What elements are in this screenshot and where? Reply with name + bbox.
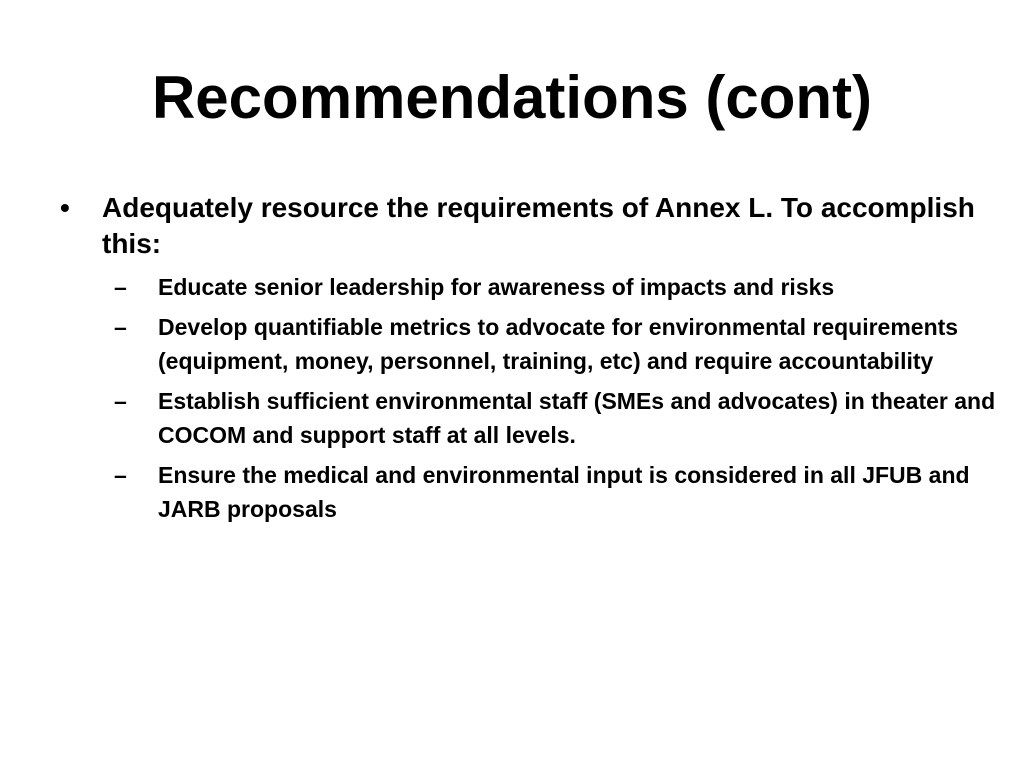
dash-icon: – <box>114 274 127 300</box>
sub-bullet-text: Ensure the medical and environmental input is considered in all JFUB and JARB proposals <box>158 462 970 522</box>
main-bullet <box>60 190 1000 526</box>
dash-icon: – <box>114 388 127 414</box>
sub-bullet-text: Establish sufficient environmental staff (SMEs and advocates) in theater and COCOM and support staff at all levels. <box>158 388 996 448</box>
dash-icon: – <box>114 462 127 488</box>
main-bullet-text: Adequately resource the requirements of Annex L. To accomplish this: <box>102 192 975 259</box>
bullet-list <box>60 190 1000 532</box>
sub-bullet-item <box>114 384 1000 452</box>
sub-bullet-list <box>102 270 1000 526</box>
slide-title: Recommendations (cont) <box>151 64 873 131</box>
sub-bullet-text: Educate senior leadership for awareness of impacts and risks <box>158 274 835 300</box>
sub-bullet-item <box>114 270 1000 304</box>
sub-bullet-text: Develop quantifiable metrics to advocate for environmental requirements (equipment, money, personnel, training, etc) and require accountability <box>158 314 959 374</box>
dash-icon: – <box>114 314 127 340</box>
sub-bullet-item <box>114 310 1000 378</box>
sub-bullet-item <box>114 458 1000 526</box>
bullet-icon: • <box>60 192 70 223</box>
